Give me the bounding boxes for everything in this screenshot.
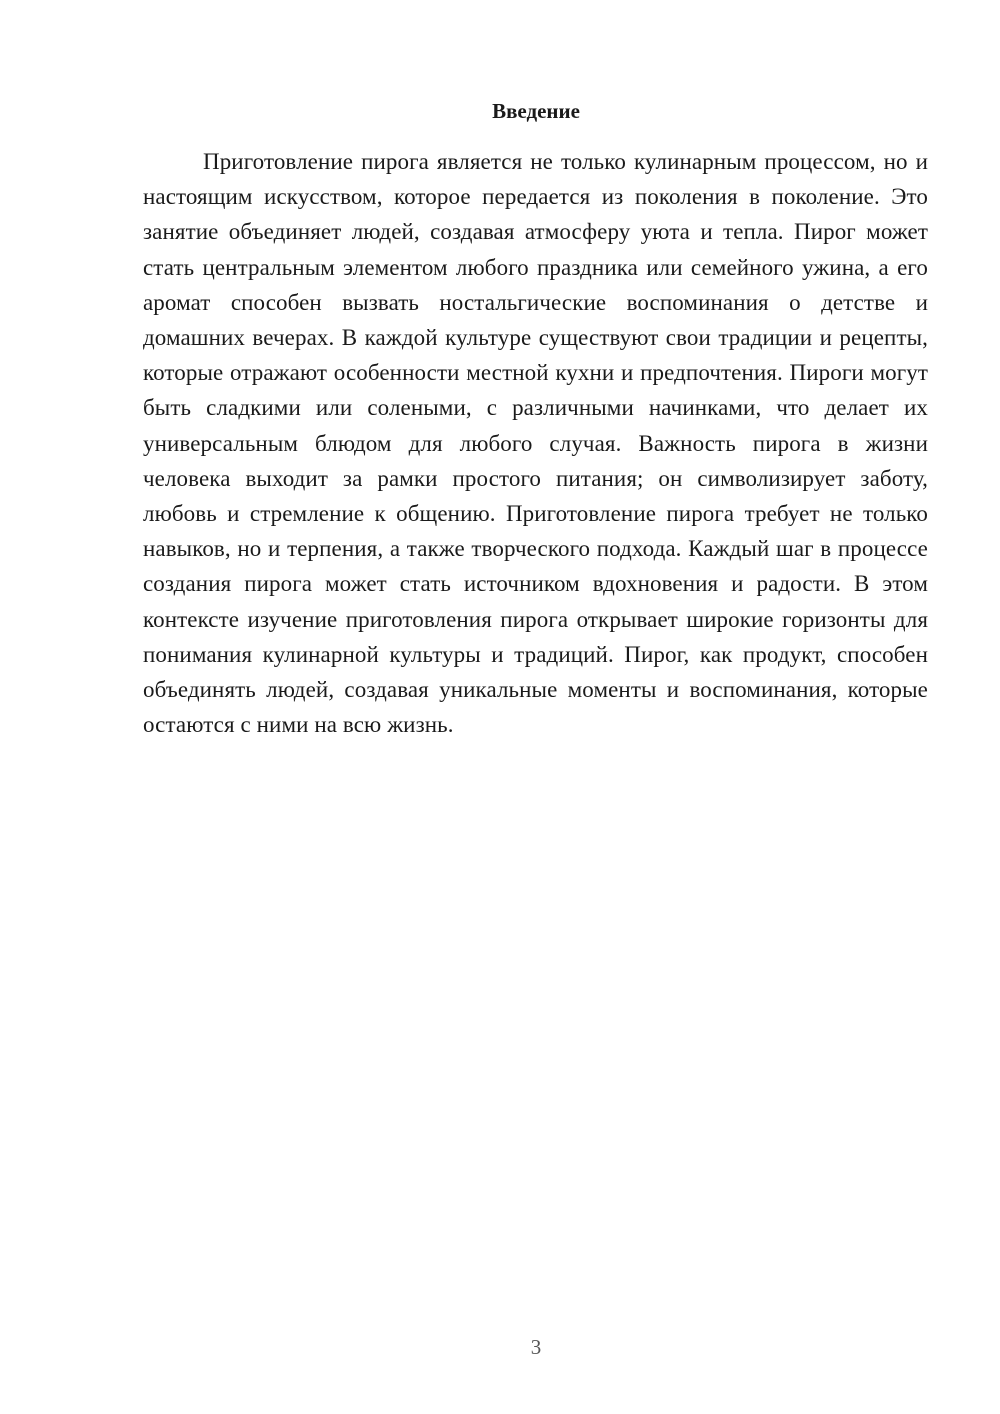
body-paragraph: Приготовление пирога является не только кулинарным процессом, но и настоящим искусством, которое передается из поколения в поколение. Это занятие объединяет людей, создавая атмосферу уюта и тепла. Пирог может стать центральным элементом любого праздника или семейного ужина, а его аромат способен вызвать ностальгические воспоминания о детстве и домашних вечерах. В каждой культуре существуют свои традиции и рецепты, которые отражают особенности местной кухни и предпочтения. Пироги могут быть сладкими или солеными, с различными начинками, что делает их универсальным блюдом для любого случая. Важность пирога в жизни человека выходит за рамки простого питания; он символизирует заботу, любовь и стремление к общению. Приготовление пирога требует не только навыков, но и терпения, а также творческого подхода. Каждый шаг в процессе создания пирога может стать источником вдохновения и радости. В этом контексте изучение приготовления пирога открывает широкие горизонты для понимания кулинарной культуры и традиций. Пирог, как продукт, способен объединять людей, создавая уникальные моменты и воспоминания, которые остаются с ними на всю жизнь. <box>143 149 928 738</box>
section-heading: Введение <box>492 99 580 123</box>
page-number: 3 <box>530 1335 542 1359</box>
